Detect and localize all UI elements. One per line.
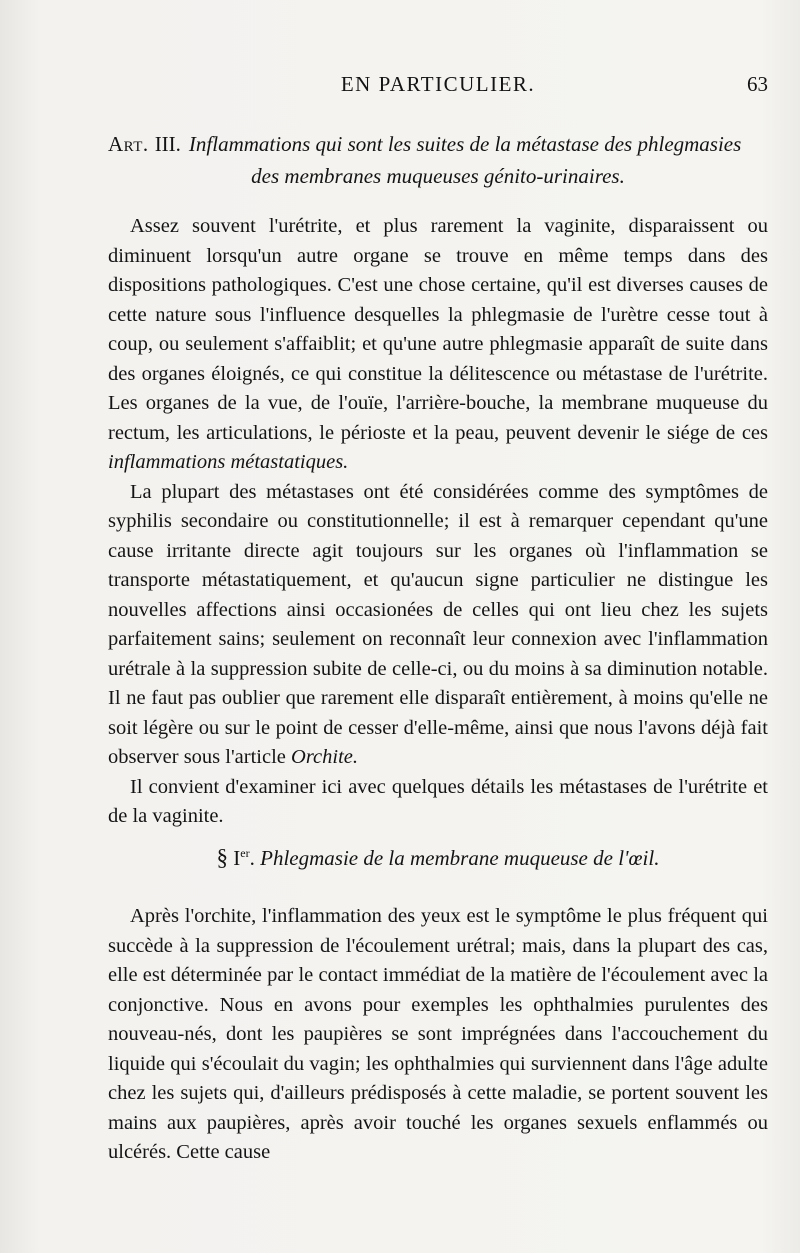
- paragraph: La plupart des métastases ont été considérées comme des symptômes de syphilis secondaire ou constitutionnelle; il est à remarquer cependant qu'une cause irritante directe agit toujours sur les organes où l'inflammation se transporte métastatiquement, et qu'aucun signe particulier ne distingue les nouvelles affections ainsi occasionées de celles qui ont lieu chez les sujets parfaitement sains; seulement on reconnaît leur connexion avec l'inflammation urétrale à la suppression subite de celle-ci, ou du moins à sa diminution notable. Il ne faut pas oublier que rarement elle disparaît entièrement, à moins qu'elle ne soit légère ou sur le point de cesser d'elle-même, ainsi que nous l'avons déjà fait observer sous l'article Orchite.: [108, 480, 768, 768]
- paragraph: Il convient d'examiner ici avec quelques détails les métastases de l'urétrite et de la vaginite.: [108, 775, 768, 827]
- section-heading: [108, 845, 768, 871]
- running-head: [108, 72, 768, 100]
- paragraph: Assez souvent l'urétrite, et plus rarement la vaginite, disparaissent ou diminuent lorsqu'un autre organe se trouve en même temps dans des dispositions pathologiques. C'est une chose certaine, qu'il est diverses causes de cette nature sous l'influence desquelles la phlegmasie de l'urètre cesse tout à coup, ou seulement s'affaiblit; et qu'une autre phlegmasie apparaît de suite dans des organes éloignés, ce qui constitue la délitescence ou métastase de l'urétrite. Les organes de la vue, de l'ouïe, l'arrière-bouche, la membrane muqueuse du rectum, les articulations, le périoste et la peau, peuvent devenir le siége de ces inflammations métastatiques.: [108, 215, 768, 473]
- running-head-title: EN PARTICULIER.: [340, 72, 536, 96]
- text-block-after-section: [108, 902, 768, 1168]
- article-title-line1: Inflammations qui sont les suites de la métastase des phlegmasies: [188, 132, 742, 156]
- section-title: Phlegmasie de la membrane muqueuse de l'œil.: [260, 846, 660, 870]
- section-mark: §: [216, 845, 229, 870]
- article-title-line2: des membranes muqueuses génito-urinaires.: [251, 164, 625, 188]
- section-ordinal: Ier.: [233, 846, 255, 870]
- article-heading: [108, 128, 768, 192]
- article-label: Art.: [108, 132, 149, 156]
- page-number: 63: [747, 72, 768, 96]
- text-block-before-section: [108, 212, 768, 832]
- paragraph: Après l'orchite, l'inflammation des yeux est le symptôme le plus fréquent qui succède à la suppression de l'écoulement urétral; mais, dans la plupart des cas, elle est déterminée par le contact immédiat de la matière de l'écoulement avec la conjonctive. Nous en avons pour exemples les ophthalmies purulentes des nouveau-nés, dont les paupières se sont imprégnées dans l'accouchement du liquide qui s'écoulait du vagin; les ophthalmies qui surviennent dans l'âge adulte chez les sujets qui, d'ailleurs prédisposés à cette maladie, se portent souvent les mains aux paupières, après avoir touché les organes sexuels enflammés ou ulcérés. Cette cause: [108, 905, 768, 1163]
- article-number: III.: [154, 132, 181, 156]
